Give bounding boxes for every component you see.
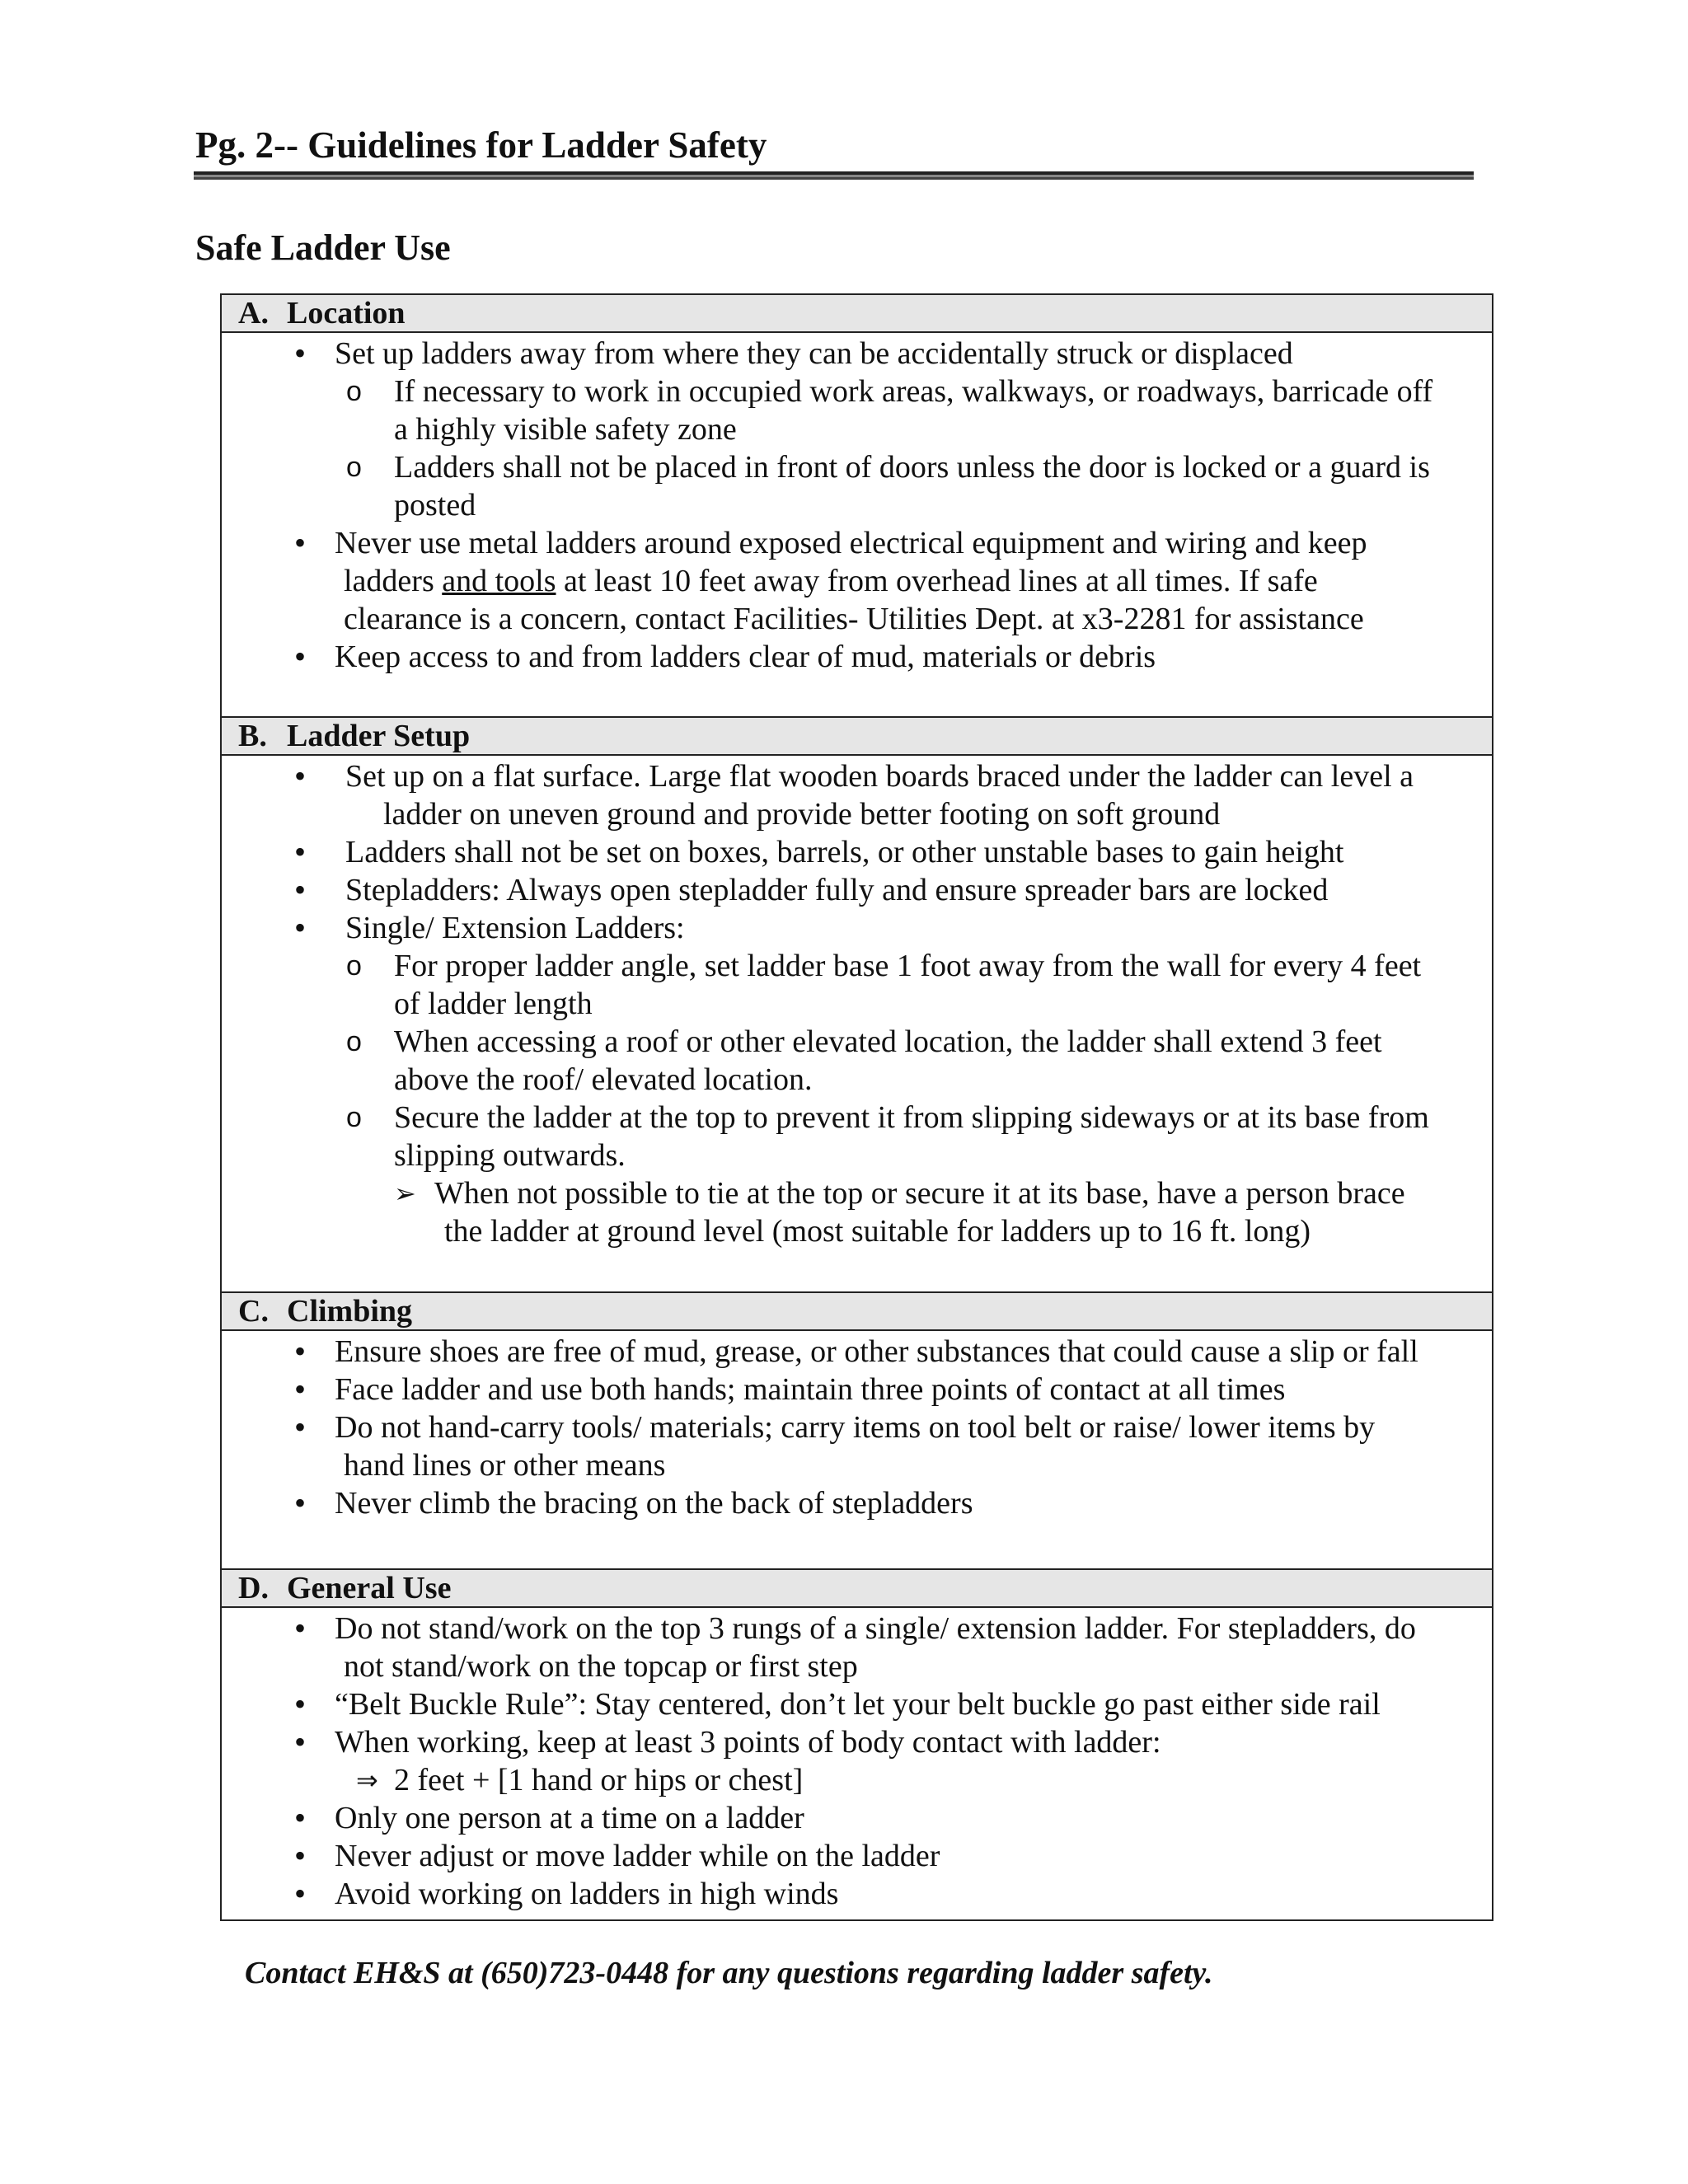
list-item: • Do not stand/work on the top 3 rungs of a single/ extension ladder. For stepladders, do xyxy=(294,1610,1416,1647)
list-item: • When working, keep at least 3 points of body contact with ladder: xyxy=(294,1723,1161,1760)
bullet-icon: • xyxy=(294,1371,307,1408)
section-c-header xyxy=(222,1293,1492,1331)
list-item-continuation: posted xyxy=(394,488,476,523)
bullet-icon: • xyxy=(294,1333,307,1370)
section-a-title: Location xyxy=(287,296,406,330)
list-item-continuation: the ladder at ground level (most suitable for ladders up to 16 ft. long) xyxy=(444,1214,1311,1249)
list-item: • “Belt Buckle Rule”: Stay centered, don’t let your belt buckle go past either side rail xyxy=(294,1685,1381,1722)
list-item: • Avoid working on ladders in high winds xyxy=(294,1875,839,1912)
list-item: • Ladders shall not be set on boxes, barrels, or other unstable bases to gain height xyxy=(294,833,1344,870)
list-item: o Secure the ladder at the top to prevent it from slipping sideways or at its base from xyxy=(346,1100,1429,1135)
footer-contact: Contact EH&S at (650)723-0448 for any questions regarding ladder safety. xyxy=(245,1956,1213,1990)
section-a-letter: A. xyxy=(238,296,269,330)
bullet-icon: • xyxy=(294,1610,307,1647)
section-a-header xyxy=(222,295,1492,333)
section-c-body xyxy=(222,1331,1492,1570)
title-rule xyxy=(194,171,1474,180)
underlined-text: and tools xyxy=(442,564,556,598)
list-item: o When accessing a roof or other elevated location, the ladder shall extend 3 feet xyxy=(346,1024,1382,1059)
bullet-icon: • xyxy=(294,1484,307,1521)
list-item: ➢ When not possible to tie at the top or secure it at its base, have a person brace xyxy=(394,1176,1405,1211)
bullet-icon: • xyxy=(294,1837,307,1874)
sub-bullet-icon: o xyxy=(346,376,362,407)
bullet-icon: • xyxy=(294,757,307,794)
bullet-icon: • xyxy=(294,335,307,372)
section-b-letter: B. xyxy=(238,719,267,753)
section-c-title: Climbing xyxy=(287,1294,413,1329)
bullet-icon: • xyxy=(294,1408,307,1446)
section-c-letter: C. xyxy=(238,1294,269,1329)
section-d-letter: D. xyxy=(238,1571,269,1605)
list-item: • Ensure shoes are free of mud, grease, or other substances that could cause a slip or fall xyxy=(294,1333,1418,1370)
section-b-body xyxy=(222,756,1492,1293)
list-item: • Keep access to and from ladders clear of mud, materials or debris xyxy=(294,638,1156,675)
list-item: • Only one person at a time on a ladder xyxy=(294,1799,804,1836)
bullet-icon: • xyxy=(294,1685,307,1722)
section-d-title: General Use xyxy=(287,1571,452,1605)
section-heading: Safe Ladder Use xyxy=(195,227,451,268)
bullet-icon: • xyxy=(294,871,307,908)
page-title: Pg. 2-- Guidelines for Ladder Safety xyxy=(195,124,767,166)
list-item-continuation: not stand/work on the topcap or first step xyxy=(344,1649,858,1684)
list-item: • Face ladder and use both hands; maintain three points of contact at all times xyxy=(294,1371,1286,1408)
sub-bullet-icon: o xyxy=(346,950,362,982)
guidelines-table xyxy=(220,293,1493,1921)
list-item-continuation: ladders and tools at least 10 feet away from overhead lines at all times. If safe xyxy=(344,564,1318,598)
bullet-icon: • xyxy=(294,524,307,561)
list-item-continuation: ladder on uneven ground and provide better footing on soft ground xyxy=(383,797,1221,832)
arrow-bullet-icon: ➢ xyxy=(394,1178,416,1209)
sub-bullet-icon: o xyxy=(346,1102,362,1133)
list-item: • Never adjust or move ladder while on the ladder xyxy=(294,1837,940,1874)
section-d-header xyxy=(222,1570,1492,1608)
list-item: • Set up on a flat surface. Large flat wooden boards braced under the ladder can level a xyxy=(294,757,1414,794)
list-item: • Set up ladders away from where they can be accidentally struck or displaced xyxy=(294,335,1293,372)
list-item: • Stepladders: Always open stepladder fully and ensure spreader bars are locked xyxy=(294,871,1329,908)
sub-bullet-icon: o xyxy=(346,452,362,483)
bullet-icon: • xyxy=(294,833,307,870)
list-item: • Do not hand-carry tools/ materials; carry items on tool belt or raise/ lower items by xyxy=(294,1408,1376,1446)
bullet-icon: • xyxy=(294,638,307,675)
list-item: • Single/ Extension Ladders: xyxy=(294,909,685,946)
section-d-body xyxy=(222,1608,1492,1919)
section-b-title: Ladder Setup xyxy=(287,719,471,753)
list-item-continuation: above the roof/ elevated location. xyxy=(394,1062,813,1097)
bullet-icon: • xyxy=(294,1799,307,1836)
list-item: o If necessary to work in occupied work areas, walkways, or roadways, barricade off xyxy=(346,374,1433,409)
list-item: ⇒ 2 feet + [1 hand or hips or chest] xyxy=(356,1763,804,1797)
list-item: • Never climb the bracing on the back of stepladders xyxy=(294,1484,973,1521)
list-item-continuation: clearance is a concern, contact Facilities- Utilities Dept. at x3-2281 for assistance xyxy=(344,602,1364,636)
list-item-continuation: of ladder length xyxy=(394,987,593,1021)
implies-arrow-icon: ⇒ xyxy=(356,1765,378,1796)
sub-bullet-icon: o xyxy=(346,1026,362,1057)
list-item: • Never use metal ladders around exposed electrical equipment and wiring and keep xyxy=(294,524,1367,561)
bullet-icon: • xyxy=(294,909,307,946)
list-item-continuation: slipping outwards. xyxy=(394,1138,626,1173)
list-item: o Ladders shall not be placed in front of doors unless the door is locked or a guard is xyxy=(346,450,1430,485)
section-a-body xyxy=(222,333,1492,718)
list-item-continuation: hand lines or other means xyxy=(344,1448,666,1483)
section-b-header xyxy=(222,718,1492,756)
bullet-icon: • xyxy=(294,1723,307,1760)
list-item-continuation: a highly visible safety zone xyxy=(394,412,737,447)
bullet-icon: • xyxy=(294,1875,307,1912)
list-item: o For proper ladder angle, set ladder base 1 foot away from the wall for every 4 feet xyxy=(346,949,1422,983)
